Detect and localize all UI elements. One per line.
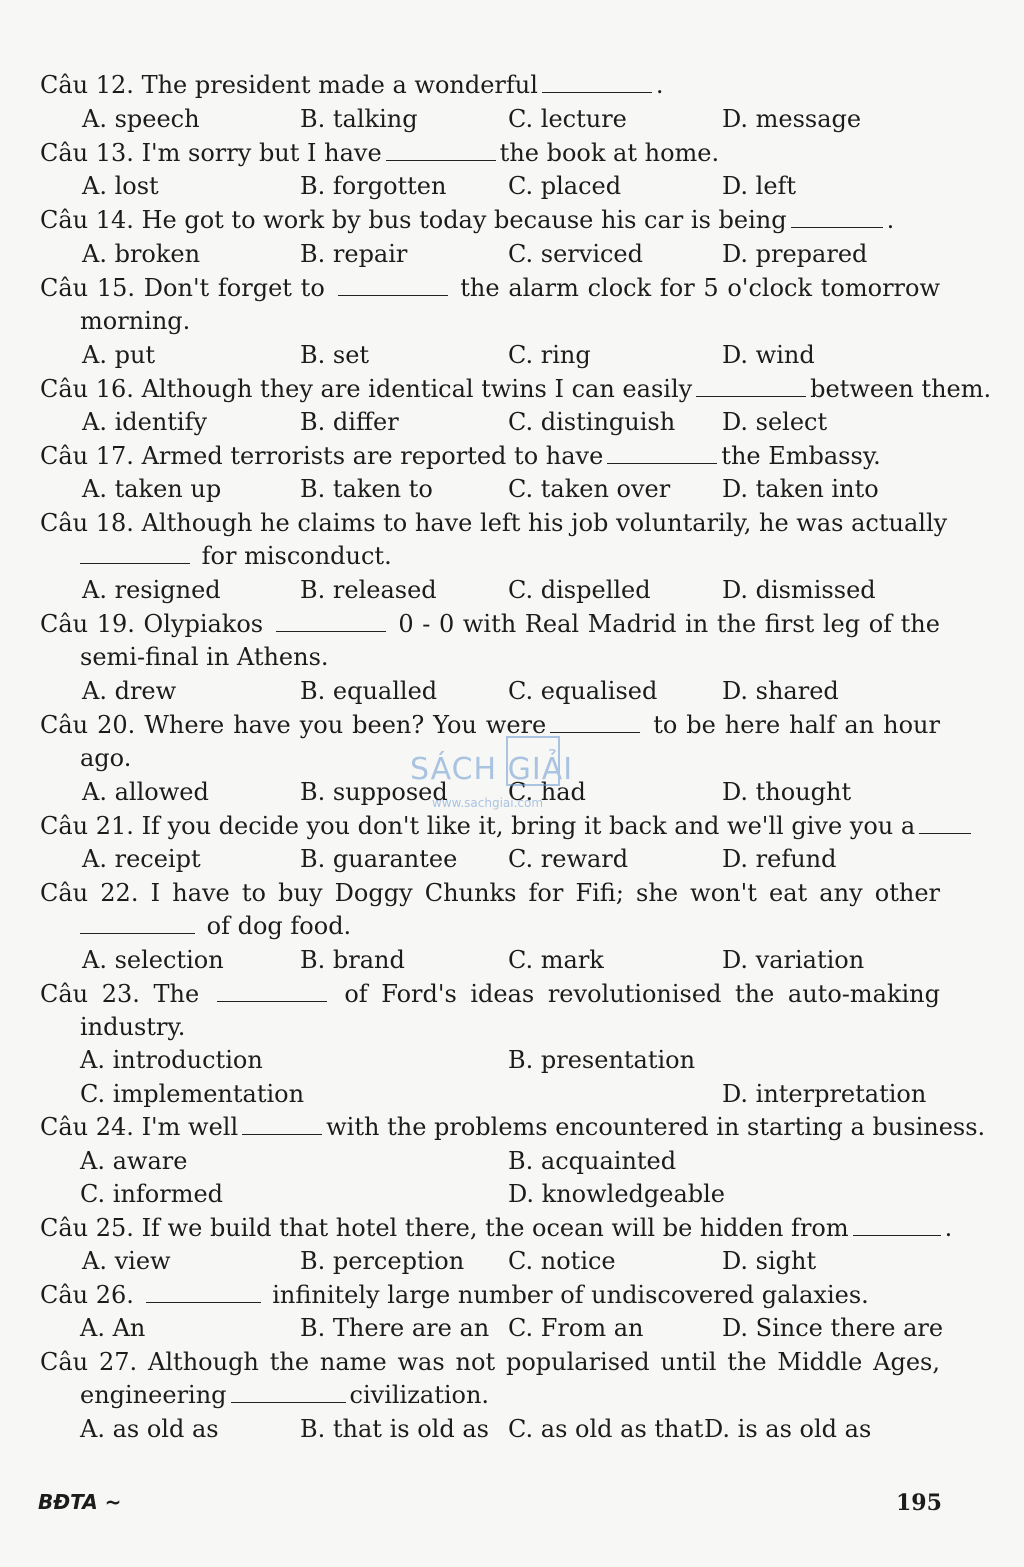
option-c: C. From an	[508, 1314, 644, 1342]
option-d: D. knowledgeable	[508, 1180, 725, 1208]
question-24: Câu 24. I'm well with the problems encountered in starting a business.	[40, 1113, 986, 1141]
option-d: D. select	[722, 408, 828, 436]
question-27-cont: engineering civilization.	[80, 1381, 490, 1409]
option-d: D. variation	[722, 946, 865, 974]
question-19-cont: semi-final in Athens.	[80, 643, 329, 671]
question-18-cont: for misconduct.	[80, 541, 940, 571]
option-d: D. message	[722, 105, 862, 133]
option-b: B. that is old as	[300, 1415, 489, 1443]
option-b: B. acquainted	[508, 1147, 677, 1175]
option-c: C. taken over	[508, 475, 671, 503]
options-27	[0, 1414, 1024, 1444]
question-19: Câu 19. Olypiakos 0 - 0 with Real Madrid in the first leg of the	[40, 610, 940, 638]
question-23-cont: industry.	[80, 1013, 186, 1041]
option-b: B. set	[300, 341, 370, 369]
option-d: D. thought	[722, 778, 852, 806]
option-a: A. selection	[82, 946, 224, 974]
question-16: Câu 16. Although they are identical twins I can easily between them.	[40, 375, 992, 403]
option-b: B. perception	[300, 1247, 465, 1275]
option-a: A. view	[82, 1247, 171, 1275]
question-18: Câu 18. Although he claims to have left his job voluntarily, he was actually	[40, 509, 948, 537]
option-b: B. There are an	[300, 1314, 490, 1342]
option-b: B. released	[300, 576, 437, 604]
option-d: D. prepared	[722, 240, 868, 268]
option-d: D. refund	[722, 845, 837, 873]
options-24-row2	[0, 1179, 1024, 1209]
watermark-url: www.sachgiai.com	[432, 796, 544, 810]
option-d: D. interpretation	[722, 1080, 927, 1108]
option-b: B. talking	[300, 105, 418, 133]
options-16	[0, 407, 1024, 437]
options-18	[0, 575, 1024, 605]
option-a: A. resigned	[82, 576, 221, 604]
options-12	[0, 104, 1024, 134]
option-a: A. introduction	[80, 1046, 263, 1074]
option-d: D. Since there are	[722, 1314, 944, 1342]
option-c: C. lecture	[508, 105, 627, 133]
option-d: D. dismissed	[722, 576, 876, 604]
options-15	[0, 340, 1024, 370]
option-b: B. supposed	[300, 778, 448, 806]
options-22	[0, 945, 1024, 975]
option-c: C. had	[508, 778, 586, 806]
option-b: B. guarantee	[300, 845, 458, 873]
option-c: C. implementation	[80, 1080, 305, 1108]
question-22: Câu 22. I have to buy Doggy Chunks for Fifi; she won't eat any other	[40, 879, 940, 907]
option-c: C. serviced	[508, 240, 643, 268]
question-12: Câu 12. The president made a wonderful .	[40, 71, 664, 99]
options-21	[0, 844, 1024, 874]
question-21: Câu 21. If you decide you don't like it, bring it back and we'll give you a	[40, 811, 940, 841]
option-a: A. identify	[82, 408, 208, 436]
options-13	[0, 171, 1024, 201]
options-19	[0, 676, 1024, 706]
option-a: A. taken up	[82, 475, 222, 503]
option-d: D. wind	[722, 341, 815, 369]
option-c: C. mark	[508, 946, 604, 974]
option-a: A. allowed	[82, 778, 209, 806]
option-d: D. taken into	[722, 475, 879, 503]
options-24	[0, 1146, 1024, 1176]
question-14: Câu 14. He got to work by bus today because his car is being .	[40, 206, 895, 234]
option-b: B. forgotten	[300, 172, 447, 200]
option-c: C. placed	[508, 172, 622, 200]
options-23-row2	[0, 1079, 1024, 1109]
options-23	[0, 1045, 1024, 1075]
question-13: Câu 13. I'm sorry but I have the book at home.	[40, 139, 720, 167]
question-20: Câu 20. Where have you been? You were to be here half an hour	[40, 711, 940, 739]
option-c: C. as old as that	[508, 1415, 704, 1443]
option-c: C. reward	[508, 845, 629, 873]
option-c: C. equalised	[508, 677, 658, 705]
question-22-cont: of dog food.	[80, 911, 940, 941]
options-17	[0, 474, 1024, 504]
question-25: Câu 25. If we build that hotel there, the ocean will be hidden from .	[40, 1214, 953, 1242]
option-b: B. taken to	[300, 475, 433, 503]
option-a: A. put	[82, 341, 156, 369]
watermark-logo: SÁCH GIẢI	[410, 752, 574, 787]
option-b: B. brand	[300, 946, 405, 974]
option-c: C. distinguish	[508, 408, 676, 436]
option-b: B. repair	[300, 240, 408, 268]
option-b: B. equalled	[300, 677, 438, 705]
option-b: B. presentation	[508, 1046, 696, 1074]
question-17: Câu 17. Armed terrorists are reported to have the Embassy.	[40, 442, 881, 470]
option-a: A. lost	[82, 172, 159, 200]
option-a: A. as old as	[80, 1415, 219, 1443]
page-number: 195	[896, 1490, 942, 1516]
question-27: Câu 27. Although the name was not popularised until the Middle Ages,	[40, 1348, 940, 1376]
question-15: Câu 15. Don't forget to the alarm clock for 5 o'clock tomorrow	[40, 274, 940, 302]
question-23: Câu 23. The of Ford's ideas revolutionised the auto-making	[40, 980, 940, 1008]
option-d: D. sight	[722, 1247, 817, 1275]
watermark	[410, 732, 620, 822]
option-a: A. speech	[82, 105, 200, 133]
option-a: A. receipt	[82, 845, 201, 873]
question-20-cont: ago.	[80, 744, 132, 772]
options-14	[0, 239, 1024, 269]
option-c: C. ring	[508, 341, 591, 369]
option-d: D. shared	[722, 677, 839, 705]
options-26	[0, 1313, 1024, 1343]
option-a: A. broken	[82, 240, 201, 268]
option-a: A. aware	[80, 1147, 188, 1175]
option-a: A. drew	[82, 677, 177, 705]
question-15-cont: morning.	[80, 307, 191, 335]
option-b: B. differ	[300, 408, 399, 436]
option-a: A. An	[80, 1314, 146, 1342]
option-d: D. is as old as	[704, 1415, 872, 1443]
option-c: C. informed	[80, 1180, 224, 1208]
option-c: C. dispelled	[508, 576, 651, 604]
option-c: C. notice	[508, 1247, 616, 1275]
options-25	[0, 1246, 1024, 1276]
option-d: D. left	[722, 172, 797, 200]
footer-book-code: BĐTA ~	[38, 1490, 122, 1514]
question-26: Câu 26. infinitely large number of undiscovered galaxies.	[40, 1281, 869, 1309]
